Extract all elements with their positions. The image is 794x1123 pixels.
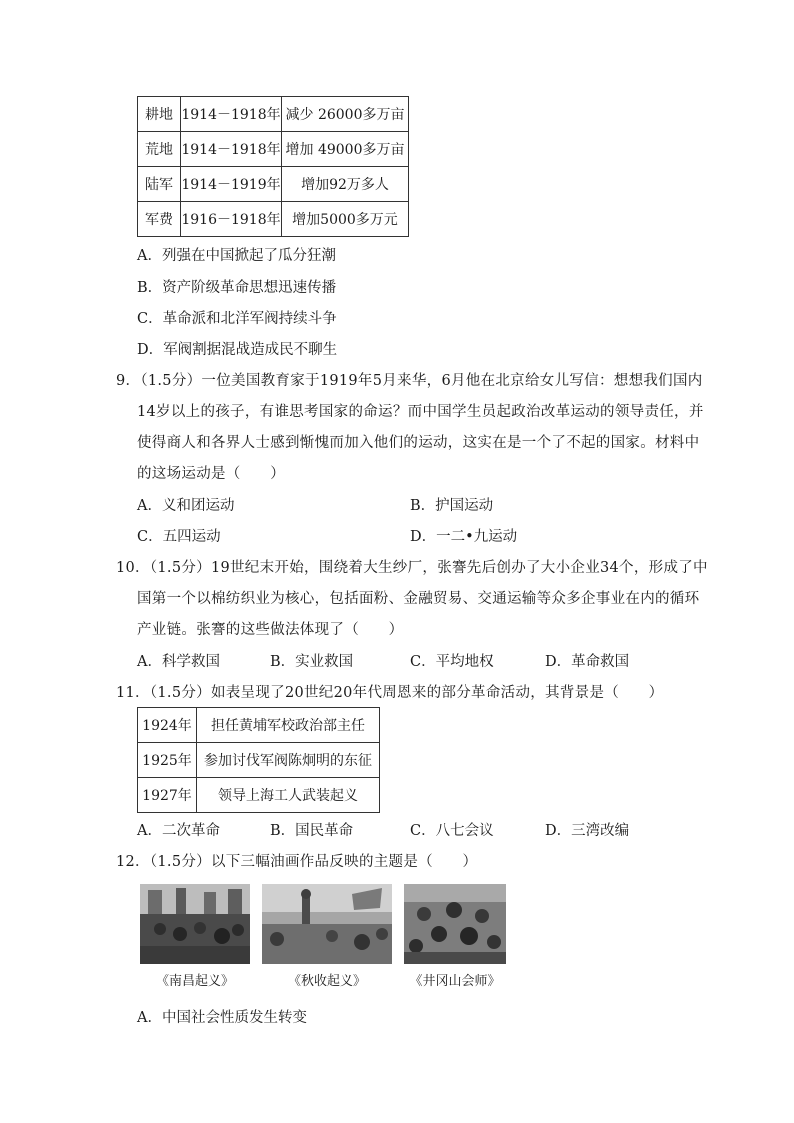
table-cell: 增加 49000多万亩 [282, 132, 409, 167]
table-row [138, 167, 409, 202]
table-cell: 1925年 [138, 743, 197, 778]
table-cell: 荒地 [138, 132, 181, 167]
table-cell: 1927年 [138, 778, 197, 813]
option-b[interactable]: B．护国运动 [410, 498, 494, 514]
option-d[interactable]: D．军阀割据混战造成民不聊生 [137, 342, 338, 358]
question-10-text: 10．（1.5分）19世纪末开始，围绕着大生纱厂，张謇先后创办了大小企业34个，形成了中 [116, 560, 708, 576]
table-row [138, 778, 380, 813]
option-b[interactable]: B．国民革命 [270, 823, 354, 839]
painting-caption: 《南昌起义》 [155, 974, 234, 989]
painting-caption: 《秋收起义》 [287, 974, 366, 989]
table-cell: 担任黄埔军校政治部主任 [197, 708, 380, 743]
table-cell: 领导上海工人武装起义 [197, 778, 380, 813]
table-cell: 军费 [138, 202, 181, 237]
painting-jinggangshan-meeting [404, 884, 506, 964]
table-row [138, 202, 409, 237]
table-row [138, 97, 409, 132]
table-cell: 1914－1918年 [181, 97, 282, 132]
oil-paintings [138, 884, 508, 992]
table-row [138, 743, 380, 778]
table-cell: 1914－1919年 [181, 167, 282, 202]
option-d[interactable]: D．一二•九运动 [410, 529, 518, 545]
question-9-text: 使得商人和各界人士感到惭愧而加入他们的运动，这实在是一个了不起的国家。材料中 [137, 435, 700, 451]
table-cell: 增加92万多人 [282, 167, 409, 202]
option-a[interactable]: A．二次革命 [137, 823, 220, 839]
question-10-text: 产业链。张謇的这些做法体现了（ ） [137, 622, 404, 638]
question-11-text: 11．（1.5分）如表呈现了20世纪20年代周恩来的部分革命活动，其背景是（ ） [116, 685, 664, 701]
question-9-text: 14岁以上的孩子，有谁思考国家的命运？而中国学生员起政治改革运动的领导责任，并 [137, 404, 704, 420]
zhou-enlai-activities-table [137, 707, 380, 813]
option-b[interactable]: B．资产阶级革命思想迅速传播 [137, 280, 337, 296]
table-cell: 陆军 [138, 167, 181, 202]
statistics-table [137, 96, 409, 237]
table-cell: 1924年 [138, 708, 197, 743]
table-cell: 增加5000多万元 [282, 202, 409, 237]
question-12-text: 12．（1.5分）以下三幅油画作品反映的主题是（ ） [116, 854, 478, 870]
table-cell: 1916－1918年 [181, 202, 282, 237]
table-row [138, 708, 380, 743]
option-c[interactable]: C．革命派和北洋军阀持续斗争 [137, 311, 337, 327]
painting-caption: 《井冈山会师》 [409, 974, 501, 989]
question-10-text: 国第一个以棉纺织业为核心，包括面粉、金融贸易、交通运输等众多企事业在内的循环 [137, 591, 700, 607]
option-a[interactable]: A．科学救国 [137, 654, 220, 670]
option-a[interactable]: A．列强在中国掀起了瓜分狂潮 [137, 248, 336, 264]
option-c[interactable]: C．五四运动 [137, 529, 221, 545]
option-a[interactable]: A．中国社会性质发生转变 [137, 1010, 307, 1026]
table-cell: 减少 26000多万亩 [282, 97, 409, 132]
option-d[interactable]: D．三湾改编 [545, 823, 630, 839]
option-d[interactable]: D．革命救国 [545, 654, 630, 670]
table-row [138, 132, 409, 167]
table-cell: 1914－1918年 [181, 132, 282, 167]
painting-nanchang-uprising [140, 884, 250, 964]
table-cell: 参加讨伐军阀陈炯明的东征 [197, 743, 380, 778]
painting-autumn-harvest-uprising [262, 884, 392, 964]
option-c[interactable]: C．平均地权 [410, 654, 494, 670]
option-a[interactable]: A．义和团运动 [137, 498, 235, 514]
option-c[interactable]: C．八七会议 [410, 823, 494, 839]
question-9-text: 9．（1.5分）一位美国教育家于1919年5月来华，6月他在北京给女儿写信：想想我们国内 [116, 373, 703, 389]
question-9-text: 的这场运动是（ ） [137, 466, 285, 482]
option-b[interactable]: B．实业救国 [270, 654, 354, 670]
table-cell: 耕地 [138, 97, 181, 132]
